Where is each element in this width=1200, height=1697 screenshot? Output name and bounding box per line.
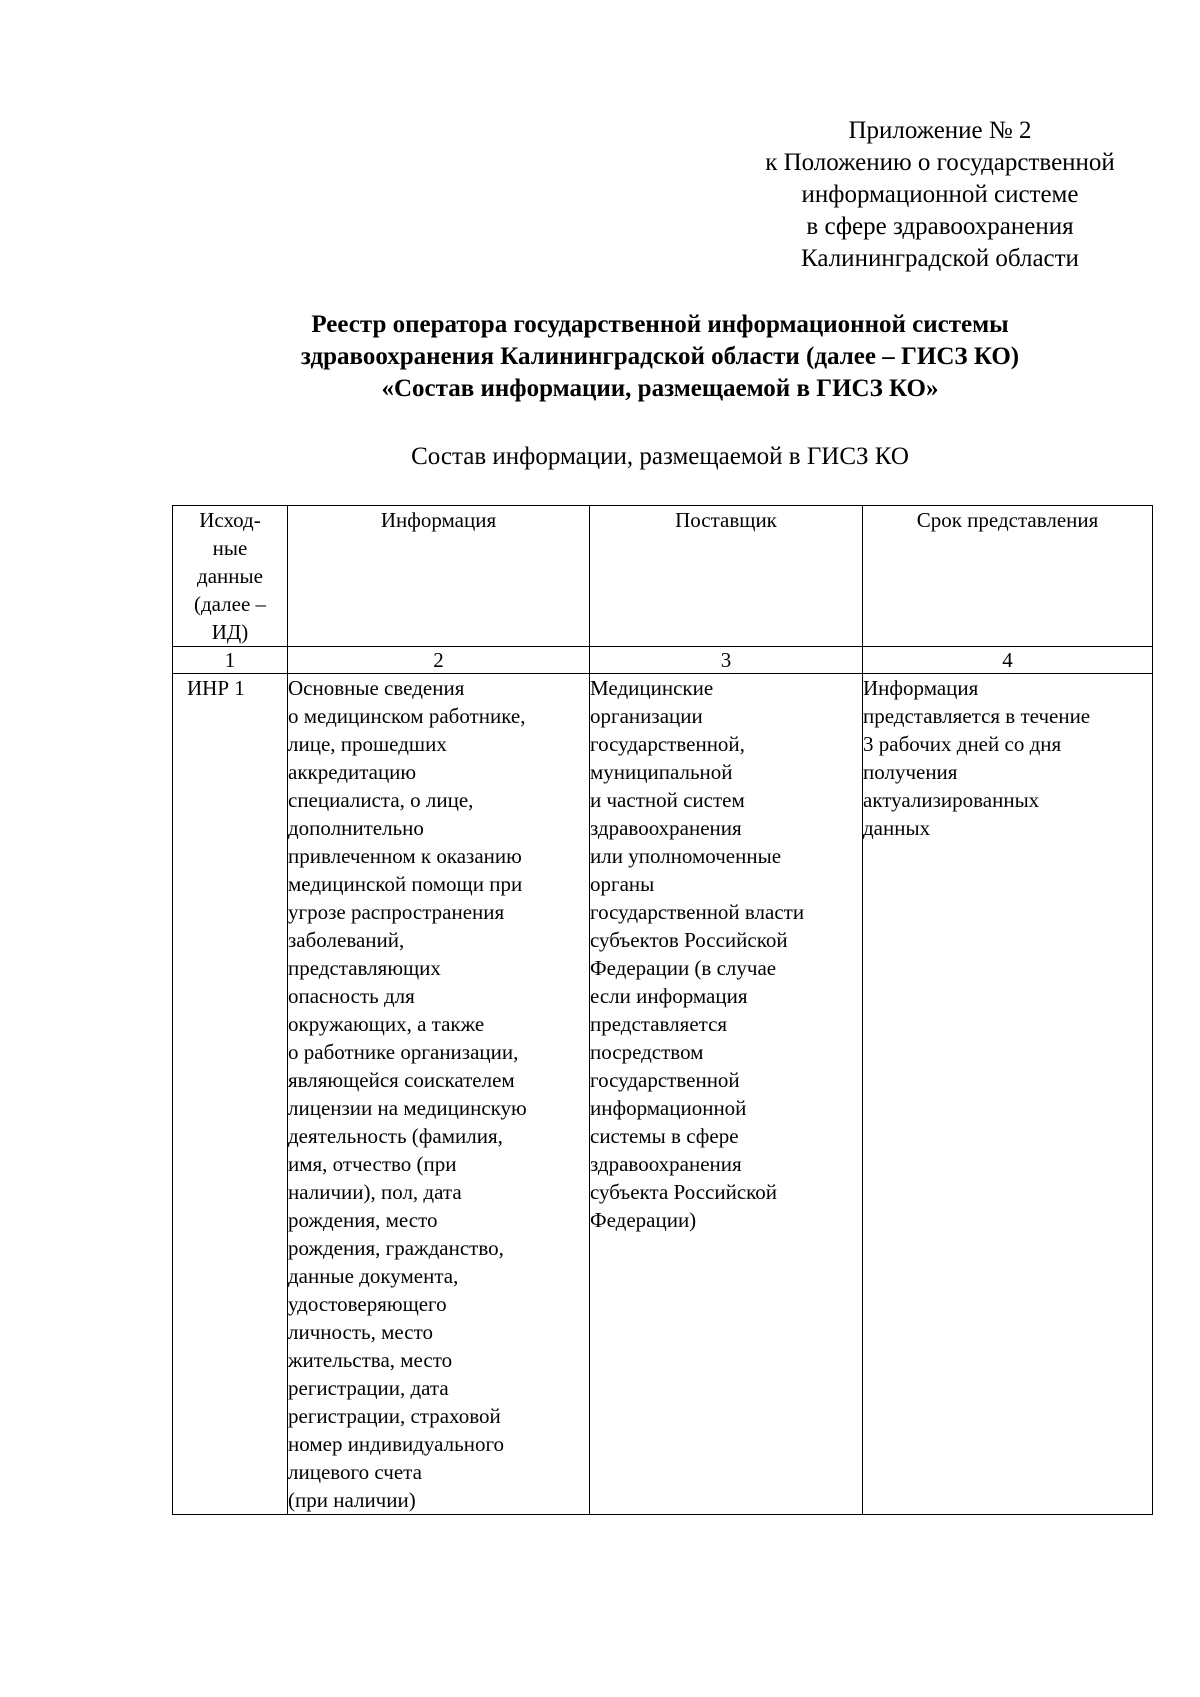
cell-line: имя, отчество (при [288, 1152, 457, 1176]
cell-line: опасность для [288, 984, 415, 1008]
cell-line: здравоохранения [590, 1152, 742, 1176]
cell-line: о медицинском работнике, [288, 704, 526, 728]
table-caption: Состав информации, размещаемой в ГИСЗ КО [411, 443, 909, 470]
row-id: ИНР 1 [173, 674, 288, 1515]
cell-line: или уполномоченные [590, 844, 782, 868]
cell-line: представляется [590, 1012, 728, 1036]
cell-line: субъекта Российской [590, 1180, 778, 1204]
row-deadline [863, 674, 1153, 1515]
cell-line: субъектов Российской [590, 928, 788, 952]
appendix-line: Калининградской области [801, 245, 1079, 272]
cell-line: органы [590, 872, 655, 896]
cell-line: и частной систем [590, 788, 745, 812]
header-deadline: Срок представления [863, 506, 1153, 647]
cell-line: государственной, [590, 732, 745, 756]
header-id [173, 506, 288, 647]
cell-line: государственной [590, 1068, 740, 1092]
appendix-line: Приложение № 2 [848, 117, 1032, 144]
cell-line: регистрации, страховой [288, 1404, 501, 1428]
cell-line: заболеваний, [288, 928, 405, 952]
cell-line: представляющих [288, 956, 441, 980]
document-title [150, 309, 1170, 405]
row-supplier [590, 674, 863, 1515]
cell-line: специалиста, о лице, [288, 788, 474, 812]
cell-line: (при наличии) [288, 1488, 416, 1512]
cell-line: лицензии на медицинскую [288, 1096, 527, 1120]
header-info: Информация [288, 506, 590, 647]
appendix-line: информационной системе [801, 181, 1079, 208]
cell-line: аккредитацию [288, 760, 417, 784]
appendix-line: к Положению о государственной [765, 149, 1115, 176]
appendix-line: в сфере здравоохранения [806, 213, 1074, 240]
cell-line: являющейся соискателем [288, 1068, 515, 1092]
cell-line: Информация [863, 676, 979, 700]
table-header-row [173, 506, 1153, 647]
cell-line: если информация [590, 984, 748, 1008]
header-id-line: ИД) [211, 620, 249, 644]
cell-line: информационной [590, 1096, 747, 1120]
cell-line: актуализированных [863, 788, 1040, 812]
row-info [288, 674, 590, 1515]
cell-line: 3 рабочих дней со дня [863, 732, 1062, 756]
header-id-line: данные [197, 564, 263, 588]
cell-line: системы в сфере [590, 1124, 739, 1148]
cell-line: рождения, место [288, 1208, 438, 1232]
cell-line: представляется в течение [863, 704, 1091, 728]
registry-table [172, 505, 1153, 1515]
column-number: 4 [863, 647, 1153, 674]
cell-line: угрозе распространения [288, 900, 505, 924]
cell-line: получения [863, 760, 958, 784]
cell-line: личность, место [288, 1320, 433, 1344]
cell-line: Основные сведения [288, 676, 465, 700]
cell-line: о работнике организации, [288, 1040, 519, 1064]
cell-line: медицинской помощи при [288, 872, 523, 896]
header-id-line: ные [212, 536, 248, 560]
title-line: здравоохранения Калининградской области (далее – ГИСЗ КО) [300, 343, 1020, 370]
title-line: «Состав информации, размещаемой в ГИСЗ КО» [381, 375, 939, 402]
cell-line: дополнительно [288, 816, 424, 840]
cell-line: удостоверяющего [288, 1292, 447, 1316]
cell-line: лицевого счета [288, 1460, 422, 1484]
column-number: 2 [288, 647, 590, 674]
cell-line: муниципальной [590, 760, 733, 784]
column-number: 3 [590, 647, 863, 674]
cell-line: наличии), пол, дата [288, 1180, 462, 1204]
cell-line: окружающих, а также [288, 1012, 485, 1036]
cell-line: данных [863, 816, 931, 840]
cell-line: Медицинские [590, 676, 714, 700]
cell-line: данные документа, [288, 1264, 459, 1288]
header-supplier: Поставщик [590, 506, 863, 647]
cell-line: здравоохранения [590, 816, 742, 840]
title-line: Реестр оператора государственной информационной системы [311, 311, 1009, 338]
cell-line: Федерации) [590, 1208, 697, 1232]
cell-line: рождения, гражданство, [288, 1236, 504, 1260]
table-row [173, 674, 1153, 1515]
cell-line: регистрации, дата [288, 1376, 449, 1400]
cell-line: привлеченном к оказанию [288, 844, 522, 868]
cell-line: жительства, место [288, 1348, 453, 1372]
appendix-header [720, 115, 1160, 275]
header-id-line: Исход- [199, 508, 261, 532]
cell-line: номер индивидуального [288, 1432, 505, 1456]
cell-line: организации [590, 704, 703, 728]
cell-line: деятельность (фамилия, [288, 1124, 503, 1148]
header-id-line: (далее – [193, 592, 267, 616]
cell-line: лице, прошедших [288, 732, 447, 756]
cell-line: посредством [590, 1040, 704, 1064]
cell-line: Федерации (в случае [590, 956, 777, 980]
cell-line: государственной власти [590, 900, 805, 924]
column-number-row [173, 647, 1153, 674]
column-number: 1 [173, 647, 288, 674]
